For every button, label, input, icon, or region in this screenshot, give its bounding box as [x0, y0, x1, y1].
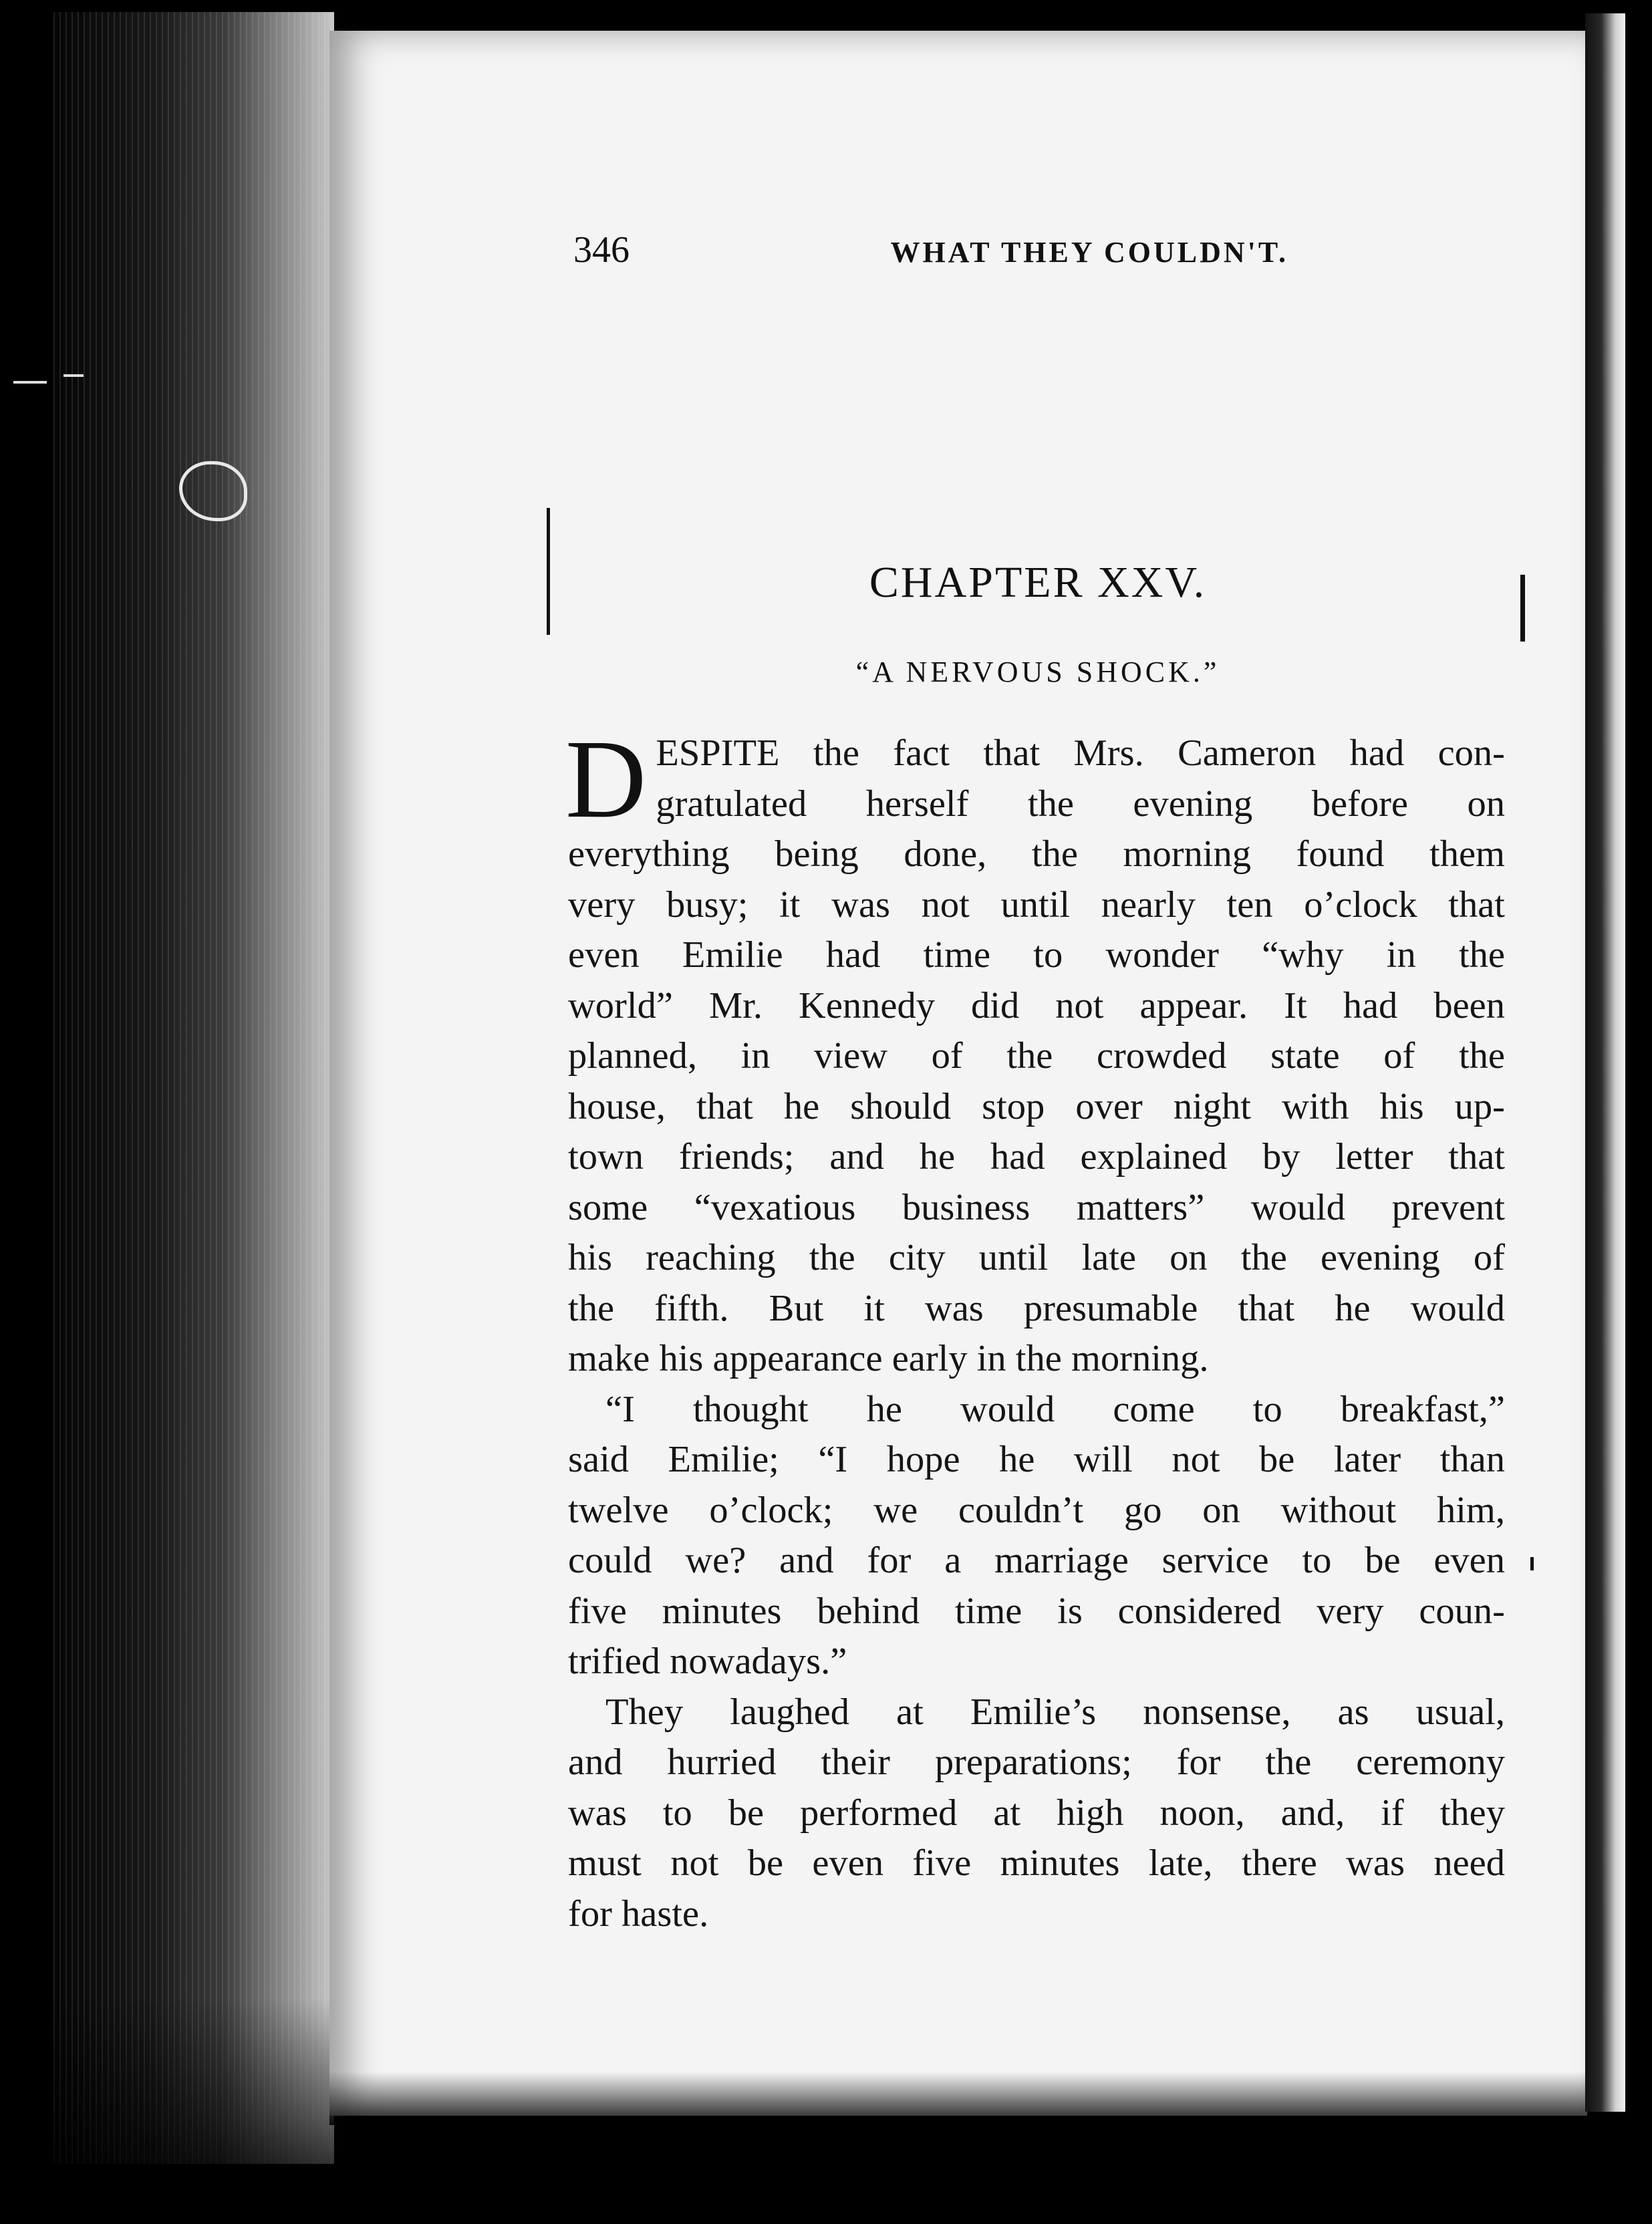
edge-mark: [13, 381, 47, 384]
text-line: for haste.: [568, 1893, 709, 1935]
text-line: gratulated herself the evening before on: [656, 783, 1505, 825]
page-bottom-shadow: [329, 2072, 1587, 2125]
body-text: [565, 717, 1505, 1939]
edge-mark: [63, 374, 84, 377]
text-line: planned, in view of the crowded state of the: [568, 1035, 1505, 1077]
facing-page-edge: [1585, 13, 1625, 2112]
page-stack-shadow: [53, 1998, 334, 2165]
margin-mark: [1520, 575, 1525, 642]
margin-rule: [547, 508, 550, 635]
text-line: the fifth. But it was presumable that he would: [568, 1287, 1505, 1329]
text-line: make his appearance early in the morning.: [568, 1338, 1209, 1379]
text-line: said Emilie; “I hope he will not be later than: [568, 1439, 1505, 1480]
text-line: very busy; it was not until nearly ten o’clock that: [568, 883, 1505, 926]
chapter-title: CHAPTER XXV.: [869, 558, 1207, 607]
text-line: They laughed at Emilie’s nonsense, as usual,: [605, 1691, 1505, 1733]
margin-mark: [1530, 1557, 1534, 1570]
text-line: “I thought he would come to breakfast,”: [605, 1388, 1505, 1430]
text-line: must not be even five minutes late, there was need: [568, 1842, 1505, 1884]
text-line: ESPITE the fact that Mrs. Cameron had con-: [656, 732, 1505, 774]
text-line: could we? and for a marriage service to be even: [568, 1540, 1505, 1581]
text-line: world” Mr. Kennedy did not appear. It had been: [568, 984, 1505, 1026]
text-line: trified nowadays.”: [568, 1641, 847, 1682]
text-line: five minutes behind time is considered very coun-: [568, 1590, 1505, 1632]
text-line: house, that he should stop over night with his up-: [568, 1085, 1505, 1127]
drop-cap: D: [565, 717, 647, 841]
book-page-stack: [53, 12, 334, 2164]
text-line: his reaching the city until late on the evening of: [568, 1237, 1505, 1278]
text-line: even Emilie had time to wonder “why in the: [568, 934, 1505, 976]
text-line: twelve o’clock; we couldn’t go on without him,: [568, 1489, 1505, 1531]
text-line: town friends; and he had explained by letter that: [568, 1136, 1505, 1177]
text-line: was to be performed at high noon, and, if they: [568, 1792, 1505, 1834]
text-line: and hurried their preparations; for the ceremony: [568, 1742, 1505, 1783]
running-head: [573, 229, 1288, 275]
chapter-subtitle: “A NERVOUS SHOCK.”: [855, 656, 1220, 688]
text-line: some “vexatious business matters” would prevent: [568, 1186, 1505, 1228]
page-number: 346: [573, 229, 630, 271]
text-line: everything being done, the morning found them: [568, 833, 1505, 875]
running-title: WHAT THEY COULDN'T.: [890, 236, 1288, 269]
